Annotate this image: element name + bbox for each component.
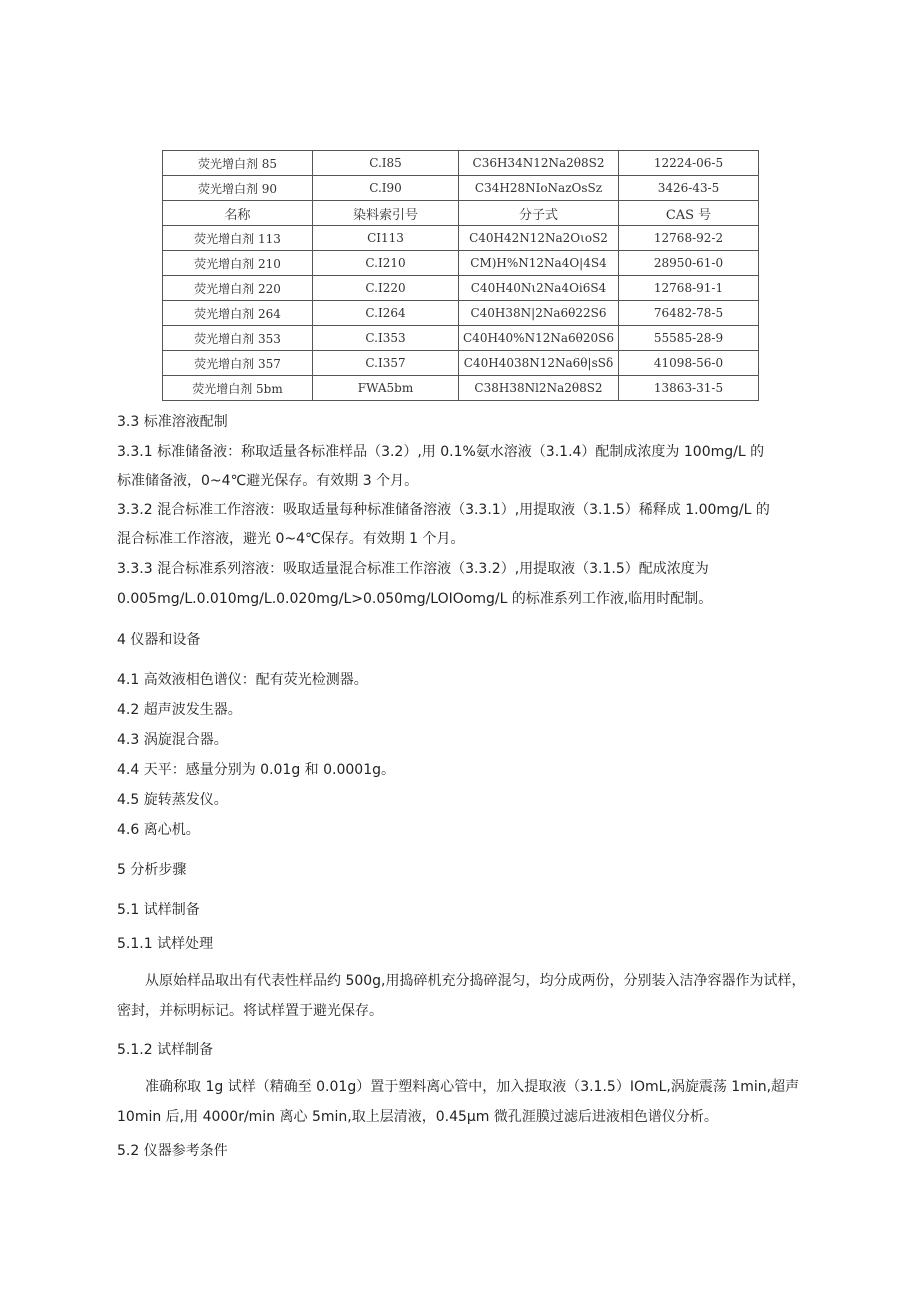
fluorescent-brightener-table xyxy=(162,150,759,401)
table-cell-name: 荧光增白剂 113 xyxy=(163,226,313,251)
clause-3-3-3-cont: 0.005mg/L.0.010mg/L.0.020mg∕L>0.050mg/LOIOomg/L 的标准系列工作液,临用时配制。 xyxy=(117,591,713,607)
section-heading-5-1-1: 5.1.1 试样处理 xyxy=(117,936,214,952)
clause-4-1: 4.1 高效液相色谱仪：配有荧光检测器。 xyxy=(117,672,368,688)
table-row xyxy=(163,151,759,176)
paragraph-sample-preparation: 准确称取 1g 试样（精确至 0.01g）置于塑料离心管中，加入提取液（3.1.5）IOmL,涡旋震荡 1min,超声 10min 后,用 4000r/min 离心 5min,取上层清液，0.45μm 微孔涯膜过滤后进液相色谱仪分析。 xyxy=(117,1079,800,1125)
table-cell-name: 荧光增白剂 220 xyxy=(163,276,313,301)
clause-3-3-2-cont: 混合标准工作溶液，避光 0~4℃保存。有效期 1 个月。 xyxy=(117,531,465,547)
table-cell-index: C.I357 xyxy=(313,351,459,376)
clause-3-3-2: 3.3.2 混合标准工作溶液：吸取适量每种标准储备溶液（3.3.1）,用提取液（3.1.5）稀释成 1.00mg/L 的 xyxy=(117,502,770,518)
table-row xyxy=(163,251,759,276)
table-cell-cas: 12768-91-1 xyxy=(619,276,759,301)
table-cell-cas: 3426-43-5 xyxy=(619,176,759,201)
table-cell-cas: 76482-78-5 xyxy=(619,301,759,326)
table-cell-index: CI113 xyxy=(313,226,459,251)
table-row xyxy=(163,226,759,251)
table-cell-index: C.I353 xyxy=(313,326,459,351)
table-cell-formula: C40H40Nι2Na4Oi6S4 xyxy=(459,276,619,301)
clause-3-3-3: 3.3.3 混合标准系列溶液：吸取适量混合标准工作溶液（3.3.2）,用提取液（3.1.5）配成浓度为 xyxy=(117,561,709,577)
table-cell-index: C.I210 xyxy=(313,251,459,276)
section-heading-5-1-2: 5.1.2 试样制备 xyxy=(117,1042,214,1058)
clause-3-3-1-cont: 标准储备液，0~4℃避光保存。有效期 3 个月。 xyxy=(117,473,419,489)
table-header-name: 名称 xyxy=(163,201,313,226)
table-row xyxy=(163,326,759,351)
table-cell-cas: 13863-31-5 xyxy=(619,376,759,401)
clause-3-3-1: 3.3.1 标准储备液：称取适量各标准样品（3.2）,用 0.1%氨水溶液（3.1.4）配制成浓度为 100mg/L 的 xyxy=(117,444,765,460)
table-cell-formula: C40H38N|2Na6θ22S6 xyxy=(459,301,619,326)
table-cell-formula: C36H34N12Na2θ8S2 xyxy=(459,151,619,176)
clause-4-3: 4.3 涡旋混合器。 xyxy=(117,732,228,748)
table-cell-formula: C38H38Nl2Na2θ8S2 xyxy=(459,376,619,401)
clause-4-4: 4.4 天平：感量分别为 0.01g 和 0.0001g。 xyxy=(117,762,395,778)
table-cell-formula: C34H28NIoNazOsSz xyxy=(459,176,619,201)
table-cell-index: C.I220 xyxy=(313,276,459,301)
table-cell-formula: C40H4038N12Na6θ|sSδ xyxy=(459,351,619,376)
table-cell-name: 荧光增白剂 264 xyxy=(163,301,313,326)
table-cell-formula: CM)H%N12Na4O|4S4 xyxy=(459,251,619,276)
table-row xyxy=(163,376,759,401)
section-heading-5-1: 5.1 试样制备 xyxy=(117,902,200,918)
table-cell-cas: 12224-06-5 xyxy=(619,151,759,176)
table-cell-cas: 41098-56-0 xyxy=(619,351,759,376)
table-row xyxy=(163,176,759,201)
table-cell-name: 荧光增白剂 357 xyxy=(163,351,313,376)
section-heading-4: 4 仪器和设备 xyxy=(117,632,201,648)
table-header-index: 染料索引号 xyxy=(313,201,459,226)
table-cell-name: 荧光增白剂 5bm xyxy=(163,376,313,401)
clause-4-6: 4.6 离心机。 xyxy=(117,822,200,838)
table-row xyxy=(163,276,759,301)
table-cell-name: 荧光增白剂 353 xyxy=(163,326,313,351)
table-header-cas: CAS 号 xyxy=(619,201,759,226)
clause-4-5: 4.5 旋转蒸发仪。 xyxy=(117,792,228,808)
table-cell-index: FWA5bm xyxy=(313,376,459,401)
table-cell-name: 荧光增白剂 90 xyxy=(163,176,313,201)
table-cell-cas: 12768-92-2 xyxy=(619,226,759,251)
table-cell-index: C.I90 xyxy=(313,176,459,201)
table-row xyxy=(163,351,759,376)
section-heading-5: 5 分析步骤 xyxy=(117,862,187,878)
table-cell-index: C.I264 xyxy=(313,301,459,326)
clause-4-2: 4.2 超声波发生器。 xyxy=(117,702,242,718)
table-cell-name: 荧光增白剂 210 xyxy=(163,251,313,276)
table-row xyxy=(163,301,759,326)
paragraph-sample-processing: 从原始样品取出有代表性样品约 500g,用捣碎机充分捣碎混匀，均分成两份，分别装入洁净容器作为试样，密封，并标明标记。将试样置于避光保存。 xyxy=(117,973,806,1019)
compound-table-container xyxy=(162,150,758,401)
table-header-formula: 分子式 xyxy=(459,201,619,226)
table-cell-formula: C40H42N12Na2OιoS2 xyxy=(459,226,619,251)
table-cell-index: C.I85 xyxy=(313,151,459,176)
section-heading-5-2: 5.2 仪器参考条件 xyxy=(117,1143,228,1159)
table-cell-cas: 55585-28-9 xyxy=(619,326,759,351)
table-cell-formula: C40H40%N12Na6θ20S6 xyxy=(459,326,619,351)
section-heading-3-3: 3.3 标准溶液配制 xyxy=(117,414,228,430)
table-header-row xyxy=(163,201,759,226)
table-cell-name: 荧光增白剂 85 xyxy=(163,151,313,176)
table-cell-cas: 28950-61-0 xyxy=(619,251,759,276)
